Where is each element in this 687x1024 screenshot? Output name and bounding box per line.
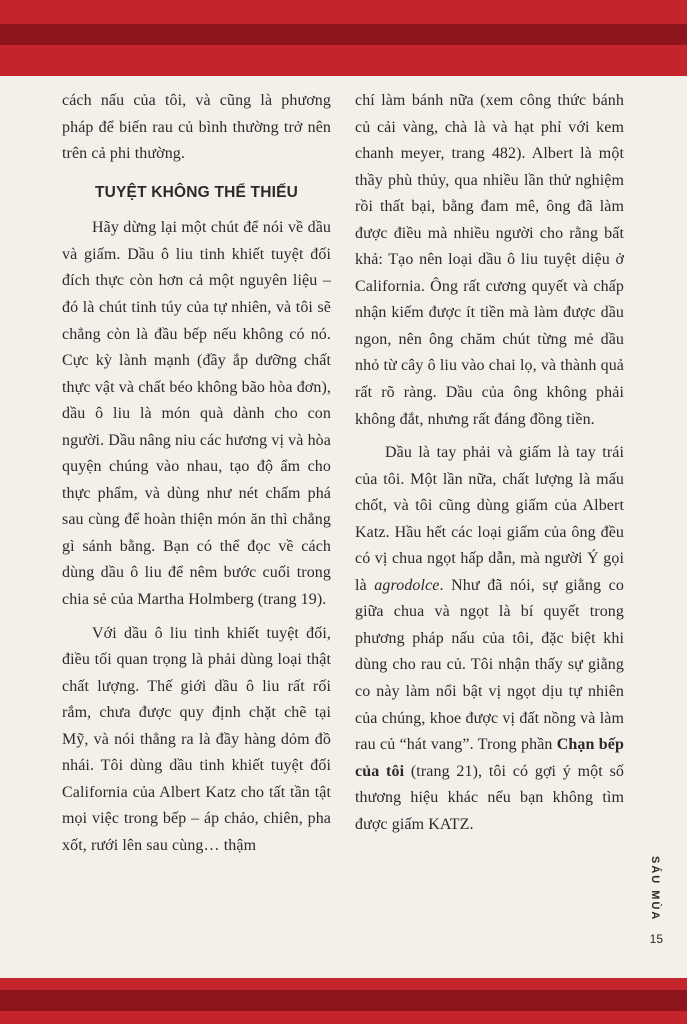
paragraph: [62, 621, 331, 860]
text-segment: Hãy dừng lại một chút để nói về dầu và giấm. Dầu ô liu tinh khiết tuyệt đối đích thực còn hơn cả một nguyên liệu – đó là chút tinh túy của tự nhiên, và tôi sẽ chẳng còn là đầu bếp nếu không có nó. Cực kỳ lành mạnh (đầy ắp dưỡng chất thực vật và chất béo không bão hòa đơn), dầu ô liu là món quà dành cho con người. Dầu nâng niu các hương vị và hòa quyện chúng vào nhau, tạo độ ẩm cho thực phẩm, và dùng như nét chấm phá sau cùng để hoàn thiện món ăn thì chẳng gì sánh bằng. Bạn có thể đọc về cách dùng dầu ô liu để nêm bước cuối trong chia sẻ của Martha Holmberg (trang 19).: [62, 219, 331, 609]
bottom-cover-band: [0, 978, 687, 1024]
text-segment: Dầu là tay phải và giấm là tay trái của tôi. Một lần nữa, chất lượng là mấu chốt, và tôi cũng dùng giấm của Albert Katz. Hầu hết các loại giấm của ông đều có vị chua ngọt hấp dẫn, mà người Ý gọi là: [355, 444, 624, 594]
left-column: [62, 88, 331, 866]
paragraph: [62, 88, 331, 168]
page-content: [62, 88, 624, 866]
text-segment: chí làm bánh nữa (xem công thức bánh củ cải vàng, chà là và hạt phỉ với kem chanh meyer, trang 482). Albert là một thầy phù thủy, qua nhiều lần thử nghiệm rồi thất bại, bằng đam mê, ông đã làm được điều mà nhiều người cho rằng bất khả: Tạo nên loại dầu ô liu tuyệt diệu ở California. Ông rất cương quyết và chấp nhận kiếm được ít tiền mà làm được dầu ngon, nên ông chăm chút từng mẻ dầu nhỏ từ cây ô liu vào chai lọ, và thành quả rất rõ ràng. Dầu của ông không phải không đắt, nhưng rất đáng đồng tiền.: [355, 92, 624, 428]
text-segment: TUYỆT KHÔNG THỂ THIẾU: [94, 183, 299, 201]
bottom-cover-stripe: [0, 990, 687, 1011]
page-number: 15: [649, 932, 663, 946]
paragraph: [355, 88, 624, 433]
text-segment: cách nấu của tôi, và cũng là phương pháp để biến rau củ bình thường trở nên trên cả phi thường.: [62, 92, 331, 163]
top-cover-band: [0, 0, 687, 76]
spine-label: SÁU MÙA: [649, 856, 661, 922]
text-segment: (trang 21), tôi có gợi ý một số thương hiệu khác nếu bạn không tìm được giấm KATZ.: [355, 762, 624, 833]
text-segment: Với dầu ô liu tinh khiết tuyệt đối, điều tối quan trọng là phải dùng loại thật chất lượng. Thế giới dầu ô liu rất rối rắm, chưa được quy định chặt chẽ tại Mỹ, và nói thẳng ra là đầy hàng dỏm đồ nhái. Tôi dùng dầu tinh khiết tuyệt đối California của Albert Katz cho tất tần tật mọi việc trong bếp – áp chảo, chiên, pha xốt, rưới lên sau cùng… thậm: [62, 624, 331, 854]
paragraph: [355, 440, 624, 838]
text-segment: . Như đã nói, sự giằng co giữa chua và ngọt là bí quyết trong phương pháp nấu của tôi, đặc biệt khi dùng cho rau củ. Tôi nhận thấy sự giằng co này làm nổi bật vị ngọt dịu tự nhiên của chúng, khoe được vị đất nồng và làm rau củ “hát vang”. Trong phần: [355, 576, 624, 754]
right-column: [355, 88, 624, 866]
top-cover-stripe: [0, 24, 687, 45]
paragraph: [62, 215, 331, 613]
text-segment: agrodolce: [374, 576, 440, 594]
text-segment: Chạn bếp của tôi: [355, 736, 624, 780]
section-heading: [62, 180, 331, 206]
